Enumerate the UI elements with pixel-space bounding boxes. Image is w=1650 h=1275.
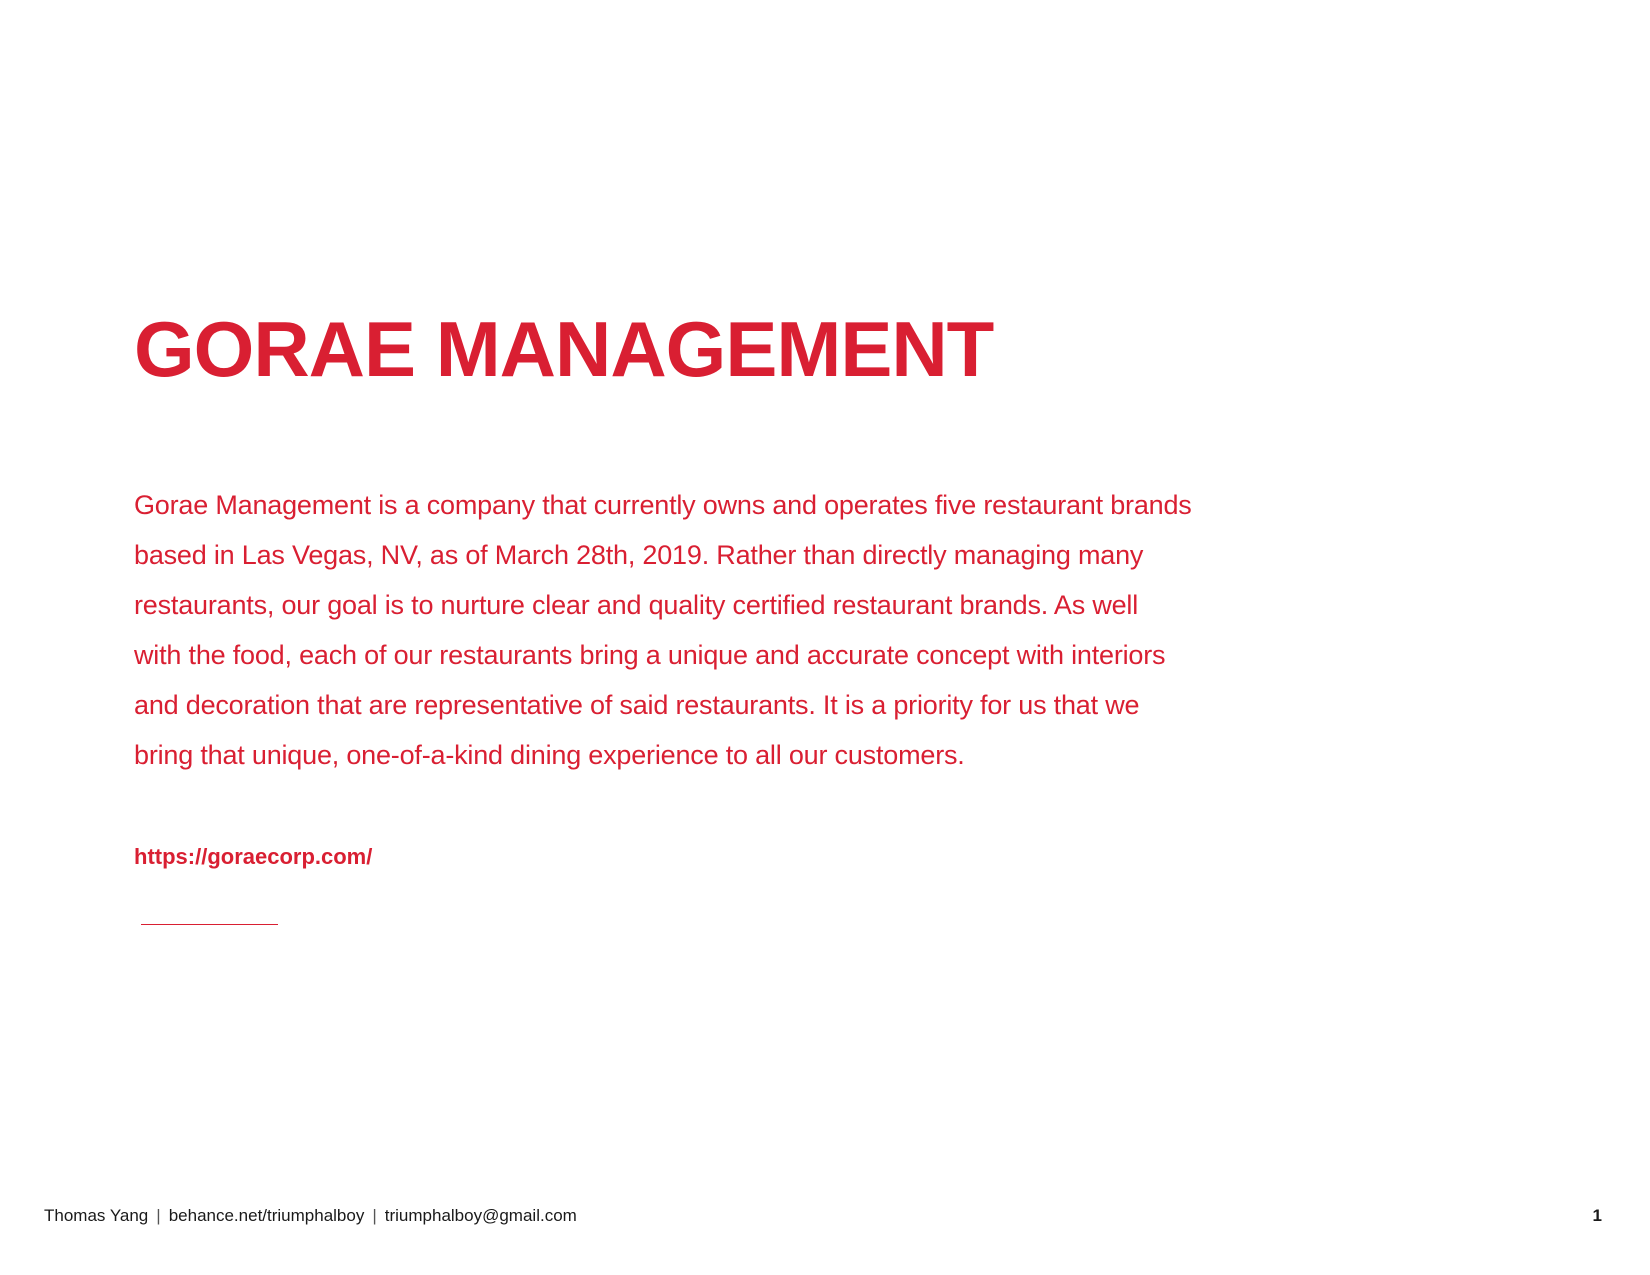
page-title: GORAE MANAGEMENT xyxy=(134,305,994,393)
paragraph-line: restaurants, our goal is to nurture clear and quality certified restaurant brands. As well xyxy=(134,590,1139,620)
footer-separator: | xyxy=(156,1206,161,1225)
paragraph-line: bring that unique, one-of-a-kind dining experience to all our customers. xyxy=(134,740,965,770)
footer-website: behance.net/triumphalboy xyxy=(168,1206,365,1225)
footer-contact xyxy=(44,1205,577,1227)
paragraph-line: based in Las Vegas, NV, as of March 28th, 2019. Rather than directly managing many xyxy=(134,540,1144,570)
paragraph-line: with the food, each of our restaurants bring a unique and accurate concept with interiors xyxy=(134,640,1166,670)
footer-email: triumphalboy@gmail.com xyxy=(384,1206,577,1225)
paragraph-line: and decoration that are representative of said restaurants. It is a priority for us that we xyxy=(134,690,1140,720)
company-website-link[interactable]: https://goraecorp.com/ xyxy=(134,844,373,869)
page-number: 1 xyxy=(1592,1206,1602,1225)
paragraph-line: Gorae Management is a company that currently owns and operates five restaurant brands xyxy=(134,490,1192,520)
footer-separator: | xyxy=(372,1206,377,1225)
footer-author-name: Thomas Yang xyxy=(44,1206,149,1225)
divider-rule xyxy=(141,924,278,925)
description-paragraph xyxy=(134,480,1334,780)
